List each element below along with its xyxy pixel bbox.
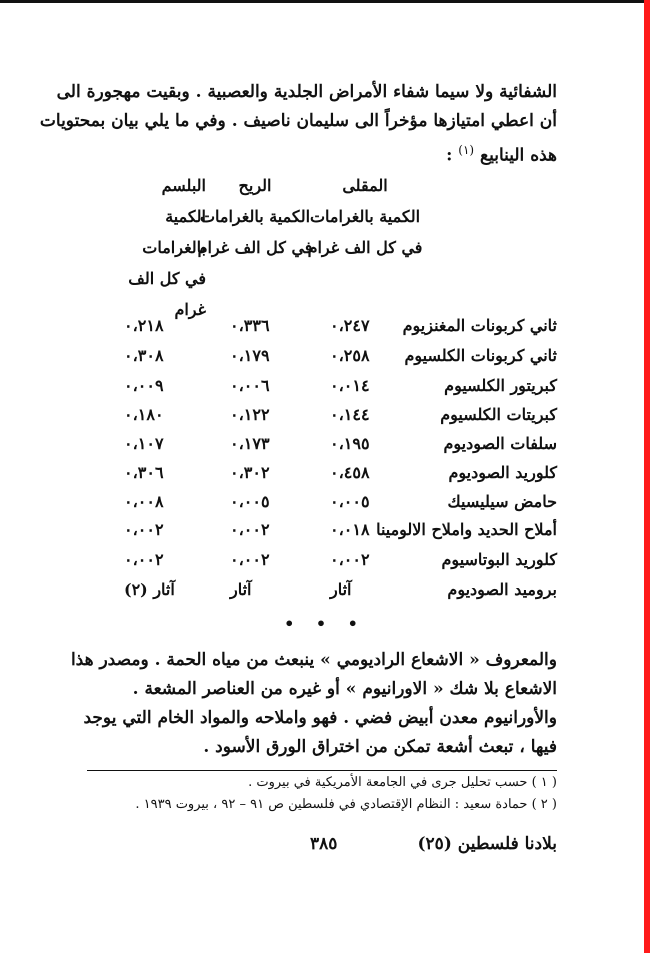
cell-value: آثار (٢) xyxy=(124,580,175,599)
cell-value: ٠،٠١٤ xyxy=(330,376,370,395)
intro-line: أن اعطي امتيازها مؤخراً الى سليمان ناصيف . وفي ما يلي بيان بمحتويات xyxy=(39,111,557,131)
table-row xyxy=(0,550,650,580)
footnote: ( ٢ ) حمادة سعيد : النظام الإقتصادي في فلسطين ص ٩١ – ٩٢ ، بيروت ١٩٣٩ . xyxy=(135,797,557,812)
cell-value: ٠،١٧٩ xyxy=(230,346,270,365)
column-basis: في كل الف غرام xyxy=(197,238,313,257)
row-label: ثاني كربونات المغنزيوم xyxy=(402,316,557,335)
page-number: ٣٨٥ xyxy=(310,834,338,854)
table-row xyxy=(0,492,650,522)
cell-value: ٠،٠٠٢ xyxy=(124,520,164,539)
cell-value: ٠،٠٠٢ xyxy=(330,550,370,569)
column-name: الريح xyxy=(238,176,272,195)
table-row xyxy=(0,580,650,610)
row-label: كبريتور الكلسيوم xyxy=(444,376,557,395)
cell-value: ٠،١٧٣ xyxy=(230,434,270,453)
column-unit: الكمية بالغرامات xyxy=(142,207,206,257)
cell-value: ٠،٠١٨ xyxy=(330,520,370,539)
column-name: المقلى xyxy=(342,176,388,195)
table-row xyxy=(0,376,650,406)
table-row xyxy=(0,520,650,550)
column-unit: الكمية بالغرامات xyxy=(199,207,311,226)
cell-value: ٠،١٤٤ xyxy=(330,405,370,424)
cell-value: ٠،١٩٥ xyxy=(330,434,370,453)
page-footer xyxy=(0,834,650,864)
cell-value: ٠،٣٣٦ xyxy=(230,316,270,335)
cell-value: ٠،٠٠٥ xyxy=(230,492,270,511)
cell-value: ٠،٠٠٢ xyxy=(230,520,270,539)
body-line: فيها ، تبعث أشعة تمكن من اختراق الورق الأسود . xyxy=(203,737,557,757)
row-label: حامض سيليسيك xyxy=(447,492,557,511)
cell-value: ٠،١٠٧ xyxy=(124,434,164,453)
cell-value: ٠،٠٠٦ xyxy=(230,376,270,395)
intro-line: الشفائية ولا سيما شفاء الأمراض الجلدية والعصبية . وبقيت مهجورة الى xyxy=(56,82,557,102)
cell-value: آثار xyxy=(230,580,252,599)
footnote-rule xyxy=(87,770,557,771)
intro-line xyxy=(87,136,557,171)
running-title: بلادنا فلسطين (٢٥) xyxy=(417,834,557,854)
row-label: ثاني كربونات الكلسيوم xyxy=(404,346,557,365)
row-label: كلوريد الصوديوم xyxy=(448,463,557,482)
cell-value: ٠،٣٠٦ xyxy=(124,463,164,482)
body-paragraph xyxy=(70,646,557,762)
intro-paragraph xyxy=(39,78,557,171)
table-row xyxy=(0,346,650,376)
column-name: البلسم xyxy=(161,176,206,195)
intro-colon: : xyxy=(446,145,453,166)
cell-value: ٠،١٢٢ xyxy=(230,405,270,424)
cell-value: ٠،٢٤٧ xyxy=(330,316,370,335)
column-unit: الكمية بالغرامات xyxy=(309,207,421,226)
body-line: والمعروف « الاشعاع الراديومي » ينبعث من مياه الحمة . ومصدر هذا xyxy=(70,650,557,670)
table-row xyxy=(0,405,650,435)
column-header-rih xyxy=(190,170,320,263)
cell-value: ٠،٠٠٩ xyxy=(124,376,164,395)
cell-value: ٠،٠٠٥ xyxy=(330,492,370,511)
column-basis: في كل الف غرام xyxy=(128,269,206,319)
cell-value: ٠،٢٥٨ xyxy=(330,346,370,365)
section-separator: • • • xyxy=(284,614,366,633)
cell-value: ٠،٤٥٨ xyxy=(330,463,370,482)
cell-value: ٠،٣٠٨ xyxy=(124,346,164,365)
cell-value: آثار xyxy=(330,580,352,599)
cell-value: ٠،٣٠٢ xyxy=(230,463,270,482)
table-row xyxy=(0,434,650,464)
table-row xyxy=(0,463,650,493)
footnote-ref: (١) xyxy=(458,143,475,157)
table-row xyxy=(0,316,650,346)
intro-line-text: هذه الينابيع xyxy=(480,145,557,166)
row-label: بروميد الصوديوم xyxy=(447,580,557,599)
body-line: الاشعاع بلا شك « الاورانيوم » أو غيره من العناصر المشعة . xyxy=(132,679,557,699)
footnote: ( ١ ) حسب تحليل جرى في الجامعة الأمريكية في بيروت . xyxy=(248,775,557,790)
column-basis: في كل الف غرام xyxy=(307,238,423,257)
column-header-balsam xyxy=(96,170,206,325)
cell-value: ٠،٠٠٢ xyxy=(124,550,164,569)
row-label: كلوريد البوتاسيوم xyxy=(441,550,557,569)
cell-value: ٠،٢١٨ xyxy=(124,316,164,335)
row-label: كبريتات الكلسيوم xyxy=(440,405,557,424)
body-line: والأورانيوم معدن أبيض فضي . فهو واملاحه والمواد الخام التي يوجد xyxy=(83,708,557,728)
cell-value: ٠،٠٠٨ xyxy=(124,492,164,511)
row-label: أملاح الحديد واملاح الالومينا xyxy=(376,520,557,539)
row-label: سلفات الصوديوم xyxy=(443,434,557,453)
cell-value: ٠،١٨٠ xyxy=(124,405,164,424)
cell-value: ٠،٠٠٢ xyxy=(230,550,270,569)
